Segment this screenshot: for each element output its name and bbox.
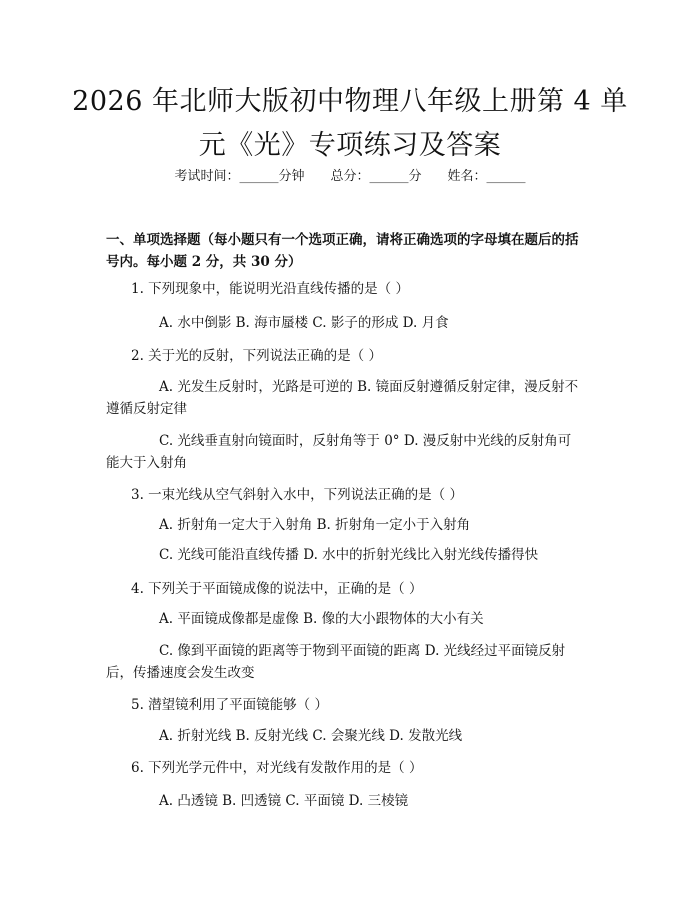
exam-meta-line: 考试时间：______分钟 总分：______分 姓名：______: [174, 169, 526, 184]
title-line-1: 2026 年北师大版初中物理八年级上册第 4 单: [72, 86, 628, 117]
question-6-options: A. 凸透镜 B. 凹透镜 C. 平面镜 D. 三棱镜: [159, 793, 409, 809]
question-4-option-line-3: 后，传播速度会发生改变: [106, 665, 255, 681]
question-5-stem: 5. 潜望镜利用了平面镜能够（ ）: [131, 697, 328, 713]
question-2-option-line-2: 遵循反射定律: [106, 401, 187, 417]
question-3-stem: 3. 一束光线从空气斜射入水中，下列说法正确的是（ ）: [131, 487, 463, 503]
question-1-options: A. 水中倒影 B. 海市蜃楼 C. 影子的形成 D. 月食: [159, 315, 449, 331]
question-2-option-line-1: A. 光发生反射时，光路是可逆的 B. 镜面反射遵循反射定律，漫反射不: [159, 379, 579, 395]
question-6-stem: 6. 下列光学元件中，对光线有发散作用的是（ ）: [131, 760, 423, 776]
question-2-option-line-4: 能大于入射角: [106, 455, 187, 471]
question-4-stem: 4. 下列关于平面镜成像的说法中，正确的是（ ）: [131, 581, 423, 597]
question-2-stem: 2. 关于光的反射，下列说法正确的是（ ）: [131, 348, 382, 364]
question-1-stem: 1. 下列现象中，能说明光沿直线传播的是（ ）: [131, 281, 409, 297]
title-line-2: 元《光》专项练习及答案: [198, 130, 502, 161]
section-heading-line-2: 号内。每小题 2 分，共 30 分）: [106, 254, 302, 270]
section-heading-line-1: 一、单项选择题（每小题只有一个选项正确，请将正确选项的字母填在题后的括: [106, 232, 579, 248]
question-3-option-line-1: A. 折射角一定大于入射角 B. 折射角一定小于入射角: [159, 517, 471, 533]
question-2-option-line-3: C. 光线垂直射向镜面时，反射角等于 0° D. 漫反射中光线的反射角可: [159, 433, 572, 449]
question-4-option-line-2: C. 像到平面镜的距离等于物到平面镜的距离 D. 光线经过平面镜反射: [159, 643, 566, 659]
question-4-option-line-1: A. 平面镜成像都是虚像 B. 像的大小跟物体的大小有关: [159, 611, 484, 627]
question-5-options: A. 折射光线 B. 反射光线 C. 会聚光线 D. 发散光线: [159, 728, 463, 744]
question-3-option-line-2: C. 光线可能沿直线传播 D. 水中的折射光线比入射光线传播得快: [159, 547, 539, 563]
